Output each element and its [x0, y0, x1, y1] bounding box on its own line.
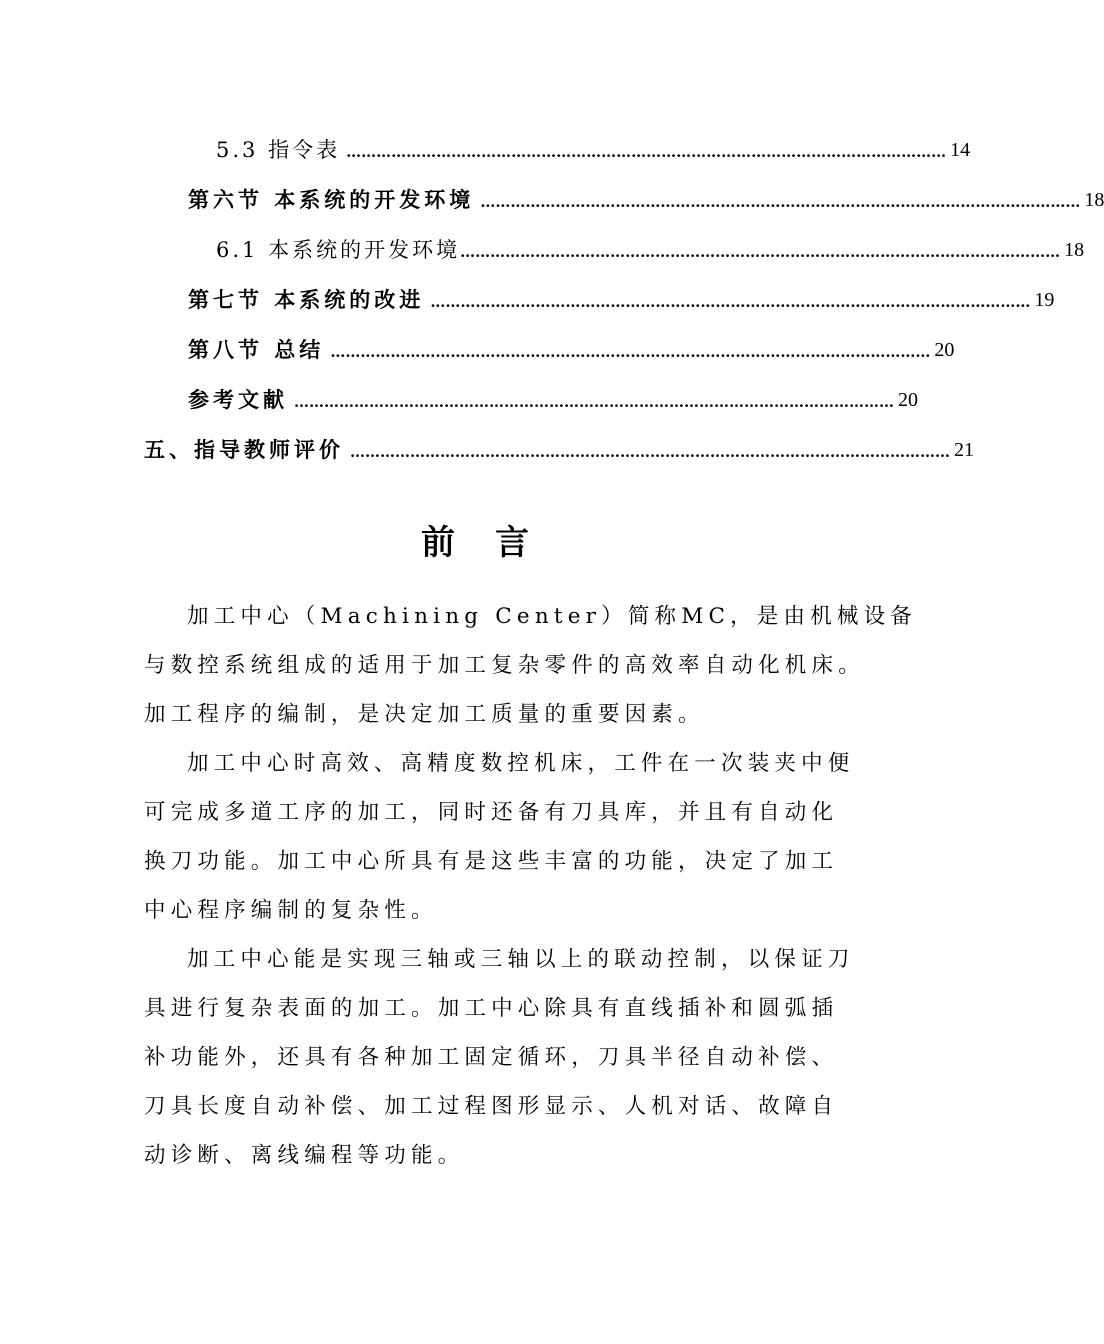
toc-dot-leader: …………………………………………………………………………………………………………: [330, 343, 931, 361]
toc-entry-page: 21: [954, 439, 974, 461]
toc-entry-page: 14: [950, 139, 971, 161]
paragraph-line: 加工中心（Machining Center）简称MC，是由机械设备: [187, 604, 917, 629]
paragraph-line: 加工程序的编制，是决定加工质量的重要因素。: [144, 702, 705, 727]
paragraph-line: 加工中心时高效、高精度数控机床，工件在一次装夹中便: [187, 751, 855, 776]
toc-entry-label: 第六节 本系统的开发环境: [188, 188, 475, 212]
toc-entry-label: 第八节 总结: [188, 338, 325, 362]
preface-title: 前言: [421, 523, 569, 563]
paragraph-line: 具进行复杂表面的加工。加工中心除具有直线插补和圆弧插: [144, 996, 839, 1021]
toc-entry-page: 18: [1084, 189, 1104, 211]
toc-entry-advisor-evaluation[interactable]: [144, 435, 974, 465]
toc-dot-leader: …………………………………………………………………………………………………………: [346, 143, 947, 161]
toc-dot-leader: …………………………………………………………………………………………………………: [430, 293, 1031, 311]
paragraph-line: 补功能外，还具有各种加工固定循环，刀具半径自动补偿、: [144, 1045, 839, 1070]
paragraph-line: 与数控系统组成的适用于加工复杂零件的高效率自动化机床。: [144, 653, 865, 678]
toc-entry-5-3[interactable]: [216, 135, 971, 165]
toc-dot-leader: …………………………………………………………………………………………………………: [480, 193, 1081, 211]
toc-entry-page: 19: [1034, 289, 1055, 311]
toc-entry-section-8[interactable]: [188, 335, 955, 365]
toc-dot-leader: …………………………………………………………………………………………………………: [350, 443, 950, 461]
paragraph-line: 中心程序编制的复杂性。: [144, 898, 438, 923]
preface-paragraph-2: [144, 739, 855, 935]
preface-body: [144, 592, 917, 1180]
paragraph-line: 刀具长度自动补偿、加工过程图形显示、人机对话、故障自: [144, 1094, 839, 1119]
toc-entry-section-6[interactable]: [188, 185, 1104, 215]
preface-paragraph-1: [144, 592, 917, 739]
toc-entry-page: 20: [934, 339, 955, 361]
toc-entry-references[interactable]: [188, 385, 918, 415]
toc-entry-page: 18: [1064, 239, 1085, 261]
toc-dot-leader: …………………………………………………………………………………………………………: [460, 243, 1061, 261]
paragraph-line: 可完成多道工序的加工，同时还备有刀具库，并且有自动化: [144, 800, 839, 825]
paragraph-line: 加工中心能是实现三轴或三轴以上的联动控制，以保证刀: [187, 947, 855, 972]
toc-dot-leader: …………………………………………………………………………………………………………: [294, 393, 894, 411]
toc-entry-label: 第七节 本系统的改进: [188, 288, 425, 312]
preface-paragraph-3: [144, 935, 855, 1180]
toc-entry-6-1[interactable]: [216, 235, 1085, 265]
paragraph-line: 换刀功能。加工中心所具有是这些丰富的功能，决定了加工: [144, 849, 839, 874]
toc-entry-label: 5.3 指令表: [216, 138, 341, 162]
toc-entry-label: 五、指导教师评价: [144, 438, 344, 462]
toc-entry-label: 6.1 本系统的开发环境: [216, 238, 461, 262]
toc-entry-page: 20: [898, 389, 918, 411]
paragraph-line: 动诊断、离线编程等功能。: [144, 1143, 465, 1168]
toc-entry-label: 参考文献: [188, 388, 288, 412]
toc-entry-section-7[interactable]: [188, 285, 1055, 315]
